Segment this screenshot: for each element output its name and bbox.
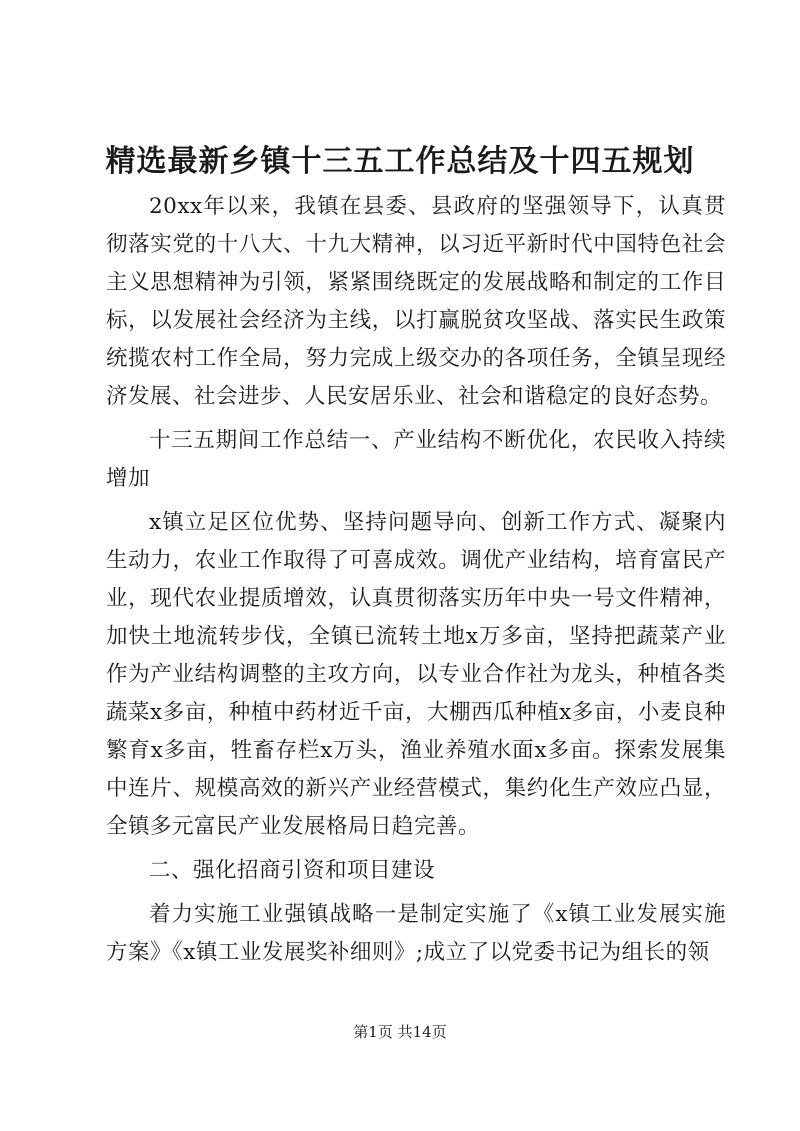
page-number-footer: 第1页 共14页 (353, 1023, 447, 1041)
paragraph-intro: 20xx年以来，我镇在县委、县政府的坚强领导下，认真贯彻落实党的十八大、十九大精神，以习近平新时代中国特色社会主义思想精神为引领，紧紧围绕既定的发展战略和制定的工作目标，以发展社会经济为主线，以打赢脱贫攻坚战、落实民生政策统揽农村工作全局，努力完成上级交办的各项任务，全镇呈现经济发展、社会进步、人民安居乐业、社会和谐稳定的良好态势。 (106, 194, 726, 409)
document-title: 精选最新乡镇十三五工作总结及十四五规划 (105, 144, 695, 179)
paragraph-section-two-heading: 二、强化招商引资和项目建设 (149, 858, 436, 883)
paragraph-agriculture: x镇立足区位优势、坚持问题导向、创新工作方式、凝聚内生动力，农业工作取得了可喜成效。调优产业结构，培育富民产业，现代农业提质增效，认真贯彻落实历年中央一号文件精神，加快土地流转步伐，全镇已流转土地x万多亩，坚持把蔬菜产业作为产业结构调整的主攻方向，以专业合作社为龙头，种植各类蔬菜x多亩，种植中药材近千亩，大棚西瓜种植x多亩，小麦良种繁育x多亩，牲畜存栏x万头，渔业养殖水面x多亩。探索发展集中连片、规模高效的新兴产业经营模式，集约化生产效应凸显，全镇多元富民产业发展格局日趋完善。 (106, 510, 726, 839)
paragraph-section-one-heading: 十三五期间工作总结一、产业结构不断优化，农民收入持续增加 (106, 428, 726, 491)
document-body (106, 188, 726, 972)
paragraph-industry: 着力实施工业强镇战略一是制定实施了《x镇工业发展实施方案》《x镇工业发展奖补细则》;成立了以党委书记为组长的领 (106, 902, 726, 965)
